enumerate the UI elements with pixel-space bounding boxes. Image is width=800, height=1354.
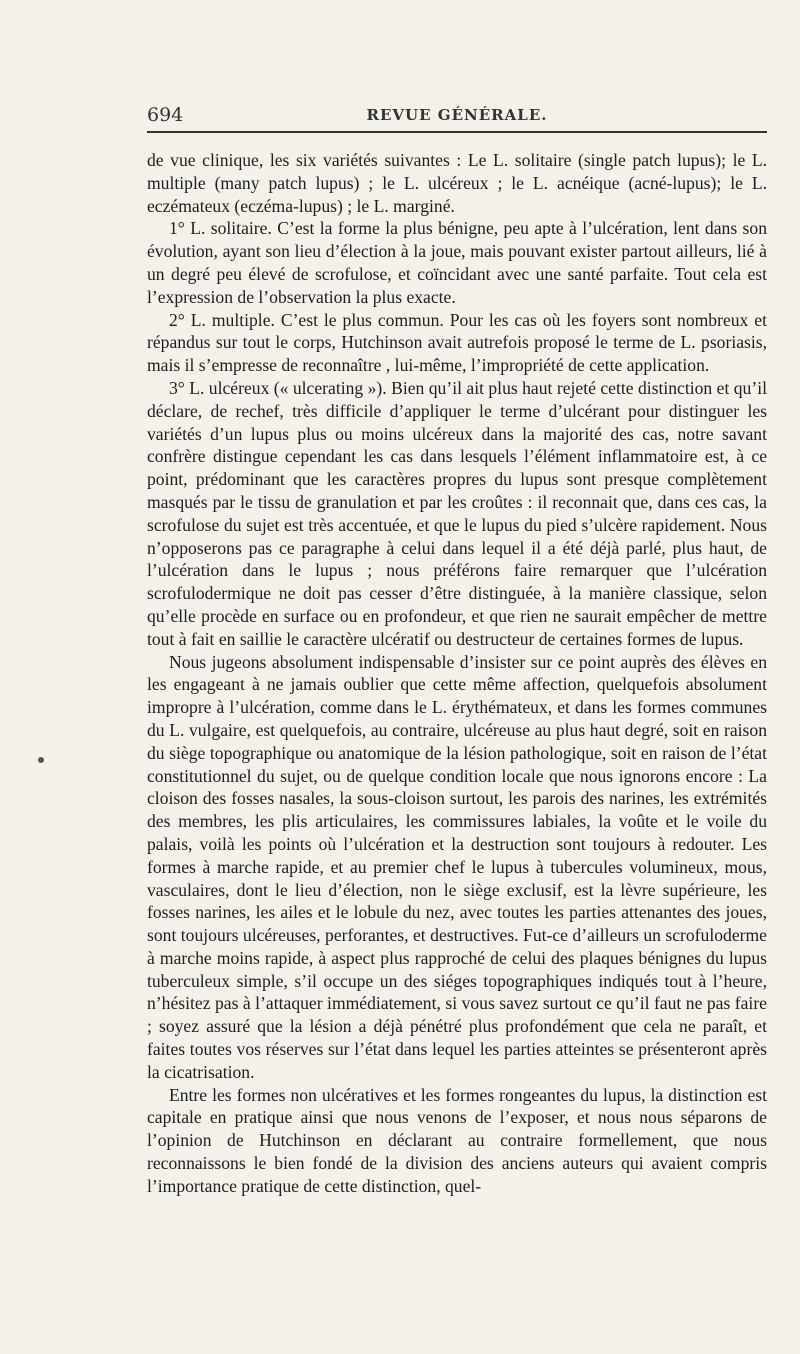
running-title: REVUE GÉNÉRALE.: [366, 106, 548, 124]
header-rule: [147, 131, 767, 133]
margin-mark: [38, 757, 44, 763]
running-header: [147, 100, 767, 130]
paragraph-intro: de vue clinique, les six variétés suivantes : Le L. solitaire (single patch lupus); le L. multiple (many patch lupus) ; le L. ulcéreux ; le L. acnéique (acné-lupus); le L. eczémateux (eczéma-lupus) ; le L. marginé.: [147, 150, 767, 216]
paragraph-insister: Nous jugeons absolument indispensable d’insister sur ce point auprès des élèves en les engageant à ne jamais oublier que cette même affection, quelquefois absolument impropre à l’ulcération, comme dans le L. érythémateux, et dans les formes communes du L. vulgaire, est quelquefois, au contraire, ulcéreuse au plus haut degré, soit en raison du siège topographique ou anatomique de la lésion pathologique, soit en raison de l’état constitutionnel du sujet, ou de quelque condition locale que nous ignorons encore : La cloison des fosses nasales, la sous-cloison surtout, les parois des narines, les extrémités des membres, les plis articulaires, les commissures labiales, la voûte et le voile du palais, voilà les points où l’ulcération et la destruction sont toujours à redouter. Les formes à marche rapide, et au premier chef le lupus à tubercules volumineux, mous, vasculaires, dont le lieu d’élection, non le siège exclusif, est la lèvre supérieure, les fosses narines, les ailes et le lobule du nez, avec toutes les parties attenantes des joues, sont toujours ulcéreuses, perforantes, et destructives. Fut-ce d’ailleurs un scrofuloderme à marche moins rapide, à aspect plus rapproché de celui des plaques bénignes du lupus tuberculeux simple, s’il occupe un des siéges topographiques indiqués tout à l’heure, n’hésitez pas à l’attaquer immédiatement, si vous savez surtout ce qu’il faut ne pas faire ; soyez assuré que la lésion a déjà pénétré plus profondément que cela ne paraît, et faites toutes vos réserves sur l’état dans lequel les parties atteintes se présenteront après la cicatrisation.: [147, 651, 767, 1082]
page-number: 694: [147, 104, 184, 126]
body-text: [147, 149, 767, 1198]
paragraph-distinction: Entre les formes non ulcératives et les formes rongeantes du lupus, la distinction est capitale en pratique ainsi que nous venons de l’exposer, et nous nous séparons de l’opinion de Hutchinson en déclarant au contraire formellement, que nous reconnaissons le bien fondé de la division des anciens auteurs qui avaient compris l’importance pratique de cette distinction, quel-: [147, 1084, 767, 1196]
paragraph-multiple: 2° L. multiple. C’est le plus commun. Pour les cas où les foyers sont nombreux et répandus sur tout le corps, Hutchinson avait autrefois proposé le terme de L. psoriasis, mais il s’empresse de reconnaître , lui-même, l’impropriété de cette application.: [147, 309, 767, 376]
paragraph-solitaire: 1° L. solitaire. C’est la forme la plus bénigne, peu apte à l’ulcération, lent dans son évolution, ayant son lieu d’élection à la joue, mais pouvant exister partout ailleurs, lié à un degré peu élevé de scrofulose, et coïncidant avec une santé parfaite. Tout cela est l’expression de l’observation la plus exacte.: [147, 218, 767, 307]
paragraph-ulcereux: 3° L. ulcéreux (« ulcerating »). Bien qu’il ait plus haut rejeté cette distinction et qu’il déclare, de rechef, très difficile d’appliquer le terme d’ulcérant pour distinguer les variétés d’un lupus plus ou moins ulcéreux dans la majorité des cas, notre savant confrère distingue cependant les cas dans lesquels l’élément inflammatoire est, à ce point, prédominant que les caractères propres du lupus sont presque complètement masqués par le tissu de granulation et par les croûtes : il reconnait que, dans ces cas, la scrofulose du sujet est très accentuée, et que le lupus du pied s’ulcère rapidement. Nous n’opposerons pas ce paragraphe à celui dans lequel il a été déjà parlé, plus haut, de l’ulcération dans le lupus ; nous préférons faire remarquer que l’ulcération scrofulodermique ne doit pas cesser d’être distinguée, à la manière classique, selon qu’elle procède en surface ou en profondeur, et que rien ne saurait empêcher de mettre tout à fait en saillie le caractère ulcératif ou destructeur de certaines formes de lupus.: [147, 377, 767, 649]
